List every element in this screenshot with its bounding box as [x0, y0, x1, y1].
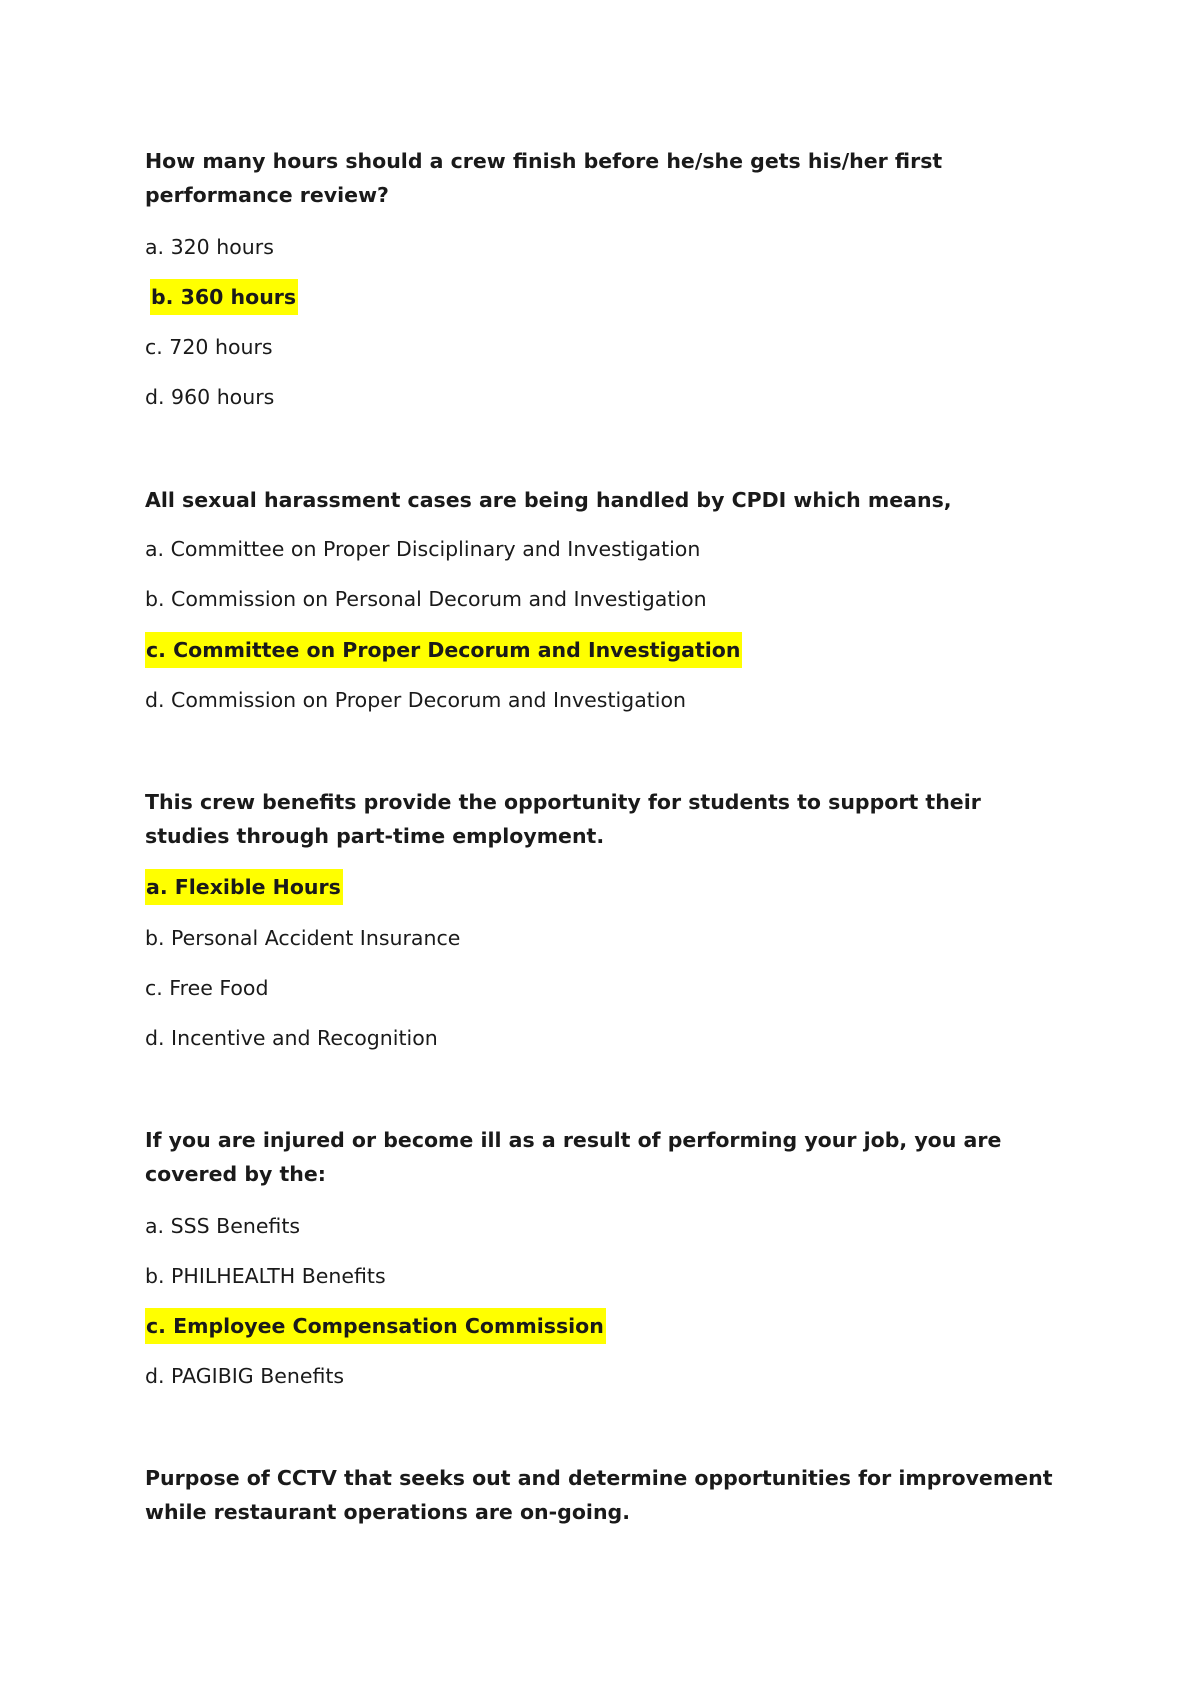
question-3-option-d: d. Incentive and Recognition — [145, 1026, 438, 1050]
question-2-option-b: b. Commission on Personal Decorum and Investigation — [145, 587, 707, 611]
question-3-option-c: c. Free Food — [145, 976, 269, 1000]
question-3-text: This crew benefits provide the opportunity for students to support their studies through part-time employment. — [145, 790, 981, 848]
question-1-option-c: c. 720 hours — [145, 335, 273, 359]
question-2-option-a: a. Committee on Proper Disciplinary and Investigation — [145, 537, 701, 561]
question-4-option-d: d. PAGIBIG Benefits — [145, 1364, 345, 1388]
question-1-option-d: d. 960 hours — [145, 385, 275, 409]
question-5-text: Purpose of CCTV that seeks out and determine opportunities for improvement while restaurant operations are on-going. — [145, 1466, 1053, 1524]
question-1-correct-option: b. 360 hours — [150, 279, 298, 315]
question-2-text: All sexual harassment cases are being handled by CPDI which means, — [145, 488, 952, 512]
question-3-option-b: b. Personal Accident Insurance — [145, 926, 461, 950]
question-1-option-a: a. 320 hours — [145, 235, 274, 259]
question-4-correct-option: c. Employee Compensation Commission — [145, 1308, 606, 1344]
question-1-text: How many hours should a crew finish before he/she gets his/her first performance review? — [145, 149, 943, 207]
question-2-option-d: d. Commission on Proper Decorum and Investigation — [145, 688, 687, 712]
question-4-option-b: b. PHILHEALTH Benefits — [145, 1264, 386, 1288]
question-2-correct-option: c. Committee on Proper Decorum and Investigation — [145, 632, 742, 668]
question-4-option-a: a. SSS Benefits — [145, 1214, 301, 1238]
question-3-correct-option: a. Flexible Hours — [145, 869, 343, 905]
question-4-text: If you are injured or become ill as a result of performing your job, you are covered by the: — [145, 1128, 1002, 1186]
